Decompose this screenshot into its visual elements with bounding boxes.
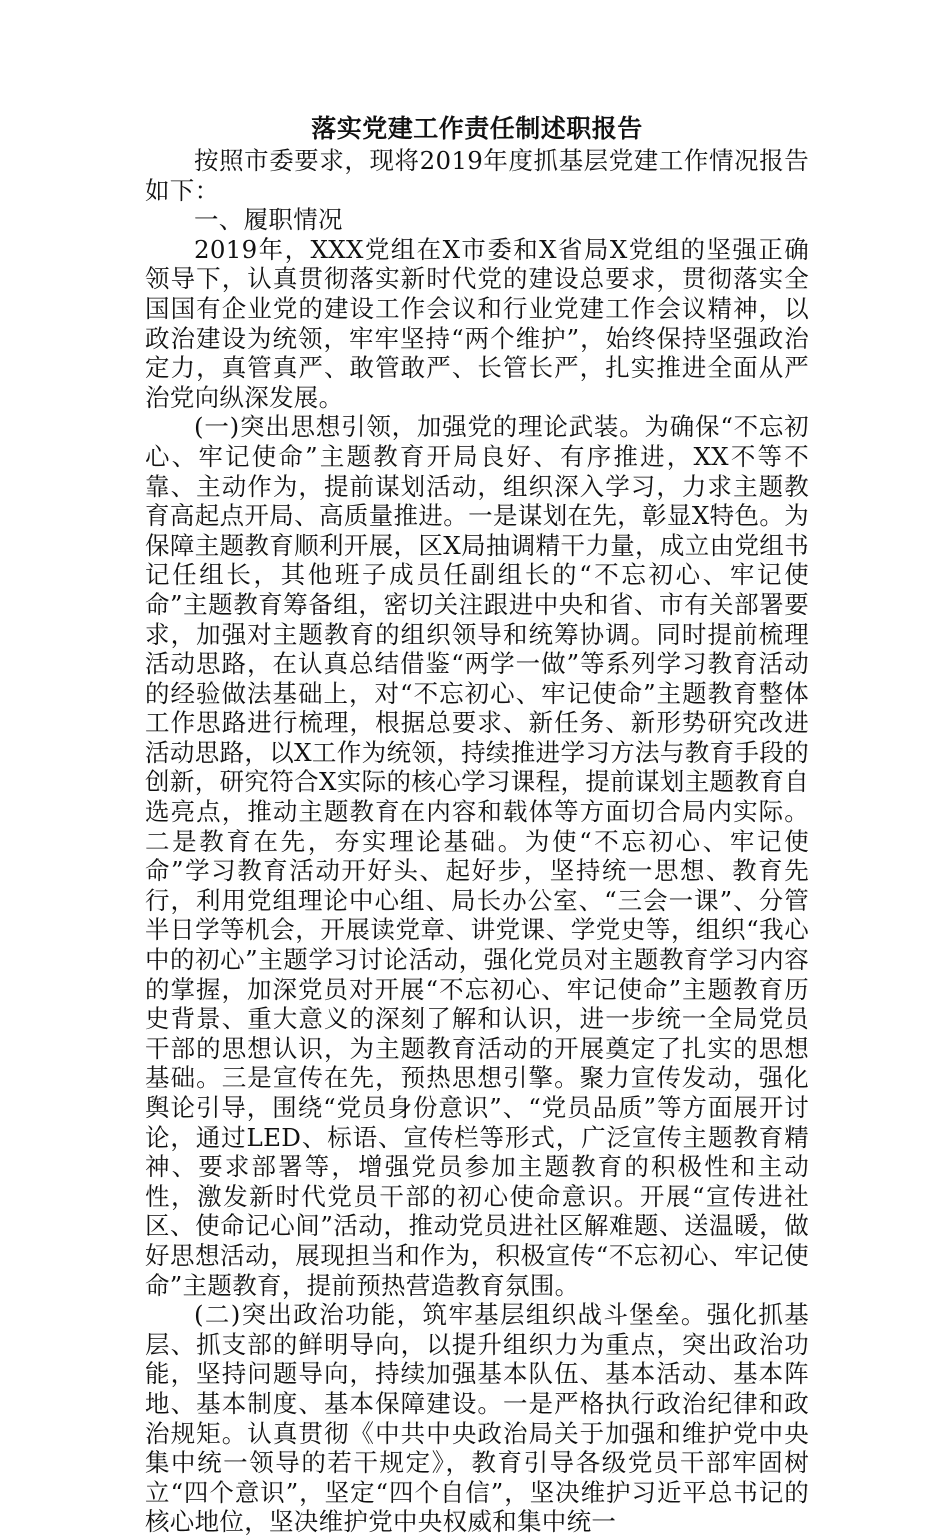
document-title: 落实党建工作责任制述职报告 xyxy=(311,114,643,143)
section-heading: 一、履职情况 xyxy=(194,205,343,235)
body-paragraph: (二)突出政治功能，筑牢基层组织战斗堡垒。强化抓基层、抓支部的鲜明导向，以提升组织力为重点，突出政治功能，坚持问题导向，持续加强基本队伍、基本活动、基本阵地、基本制度、基本保障建设。一是严格执行政治纪律和政治规矩。认真贯彻《中共中央政治局关于加强和维护党中央集中统一领导的若干规定》，教育引导各级党员干部牢固树立“四个意识”，坚定“四个自信”，坚决维护习近平总书记的核心地位，坚决维护党中央权威和集中统一 xyxy=(145,1300,809,1537)
document-body xyxy=(145,114,809,1537)
intro-paragraph: 按照市委要求，现将2019年度抓基层党建工作情况报告如下： xyxy=(145,146,809,205)
body-paragraph: 2019年，XXX党组在X市委和X省局X党组的坚强正确领导下，认真贯彻落实新时代党的建设总要求，贯彻落实全国国有企业党的建设工作会议和行业党建工作会议精神，以政治建设为统领，牢牢坚持“两个维护”，始终保持坚强政治定力，真管真严、敢管敢严、长管长严，扎实推进全面从严治党向纵深发展。 xyxy=(145,234,809,412)
body-paragraph: (一)突出思想引领，加强党的理论武装。为确保“不忘初心、牢记使命”主题教育开局良好、有序推进，XX不等不靠、主动作为，提前谋划活动，组织深入学习，力求主题教育高起点开局、高质量推进。一是谋划在先，彰显X特色。为保障主题教育顺利开展，区X局抽调精干力量，成立由党组书记任组长，其他班子成员任副组长的“不忘初心、牢记使命”主题教育筹备组，密切关注跟进中央和省、市有关部署要求，加强对主题教育的组织领导和统筹协调。同时提前梳理活动思路，在认真总结借鉴“两学一做”等系列学习教育活动的经验做法基础上，对“不忘初心、牢记使命”主题教育整体工作思路进行梳理，根据总要求、新任务、新形势研究改进活动思路，以X工作为统领，持续推进学习方法与教育手段的创新，研究符合X实际的核心学习课程，提前谋划主题教育自选亮点，推动主题教育在内容和载体等方面切合局内实际。二是教育在先，夯实理论基础。为使“不忘初心、牢记使命”学习教育活动开好头、起好步，坚持统一思想、教育先行，利用党组理论中心组、局长办公室、“三会一课”、分管半日学等机会，开展读党章、讲党课、学党史等，组织“我心中的初心”主题学习讨论活动，强化党员对主题教育学习内容的掌握，加深党员对开展“不忘初心、牢记使命”主题教育历史背景、重大意义的深刻了解和认识，进一步统一全局党员干部的思想认识，为主题教育活动的开展奠定了扎实的思想基础。三是宣传在先，预热思想引擎。聚力宣传发动，强化舆论引导，围绕“党员身份意识”、“党员品质”等方面展开讨论，通过LED、标语、宣传栏等形式，广泛宣传主题教育精神、要求部署等，增强党员参加主题教育的积极性和主动性，激发新时代党员干部的初心使命意识。开展“宣传进社区、使命记心间”活动，推动党员进社区解难题、送温暖，做好思想活动，展现担当和作为，积极宣传“不忘初心、牢记使命”主题教育，提前预热营造教育氛围。 xyxy=(145,412,809,1300)
